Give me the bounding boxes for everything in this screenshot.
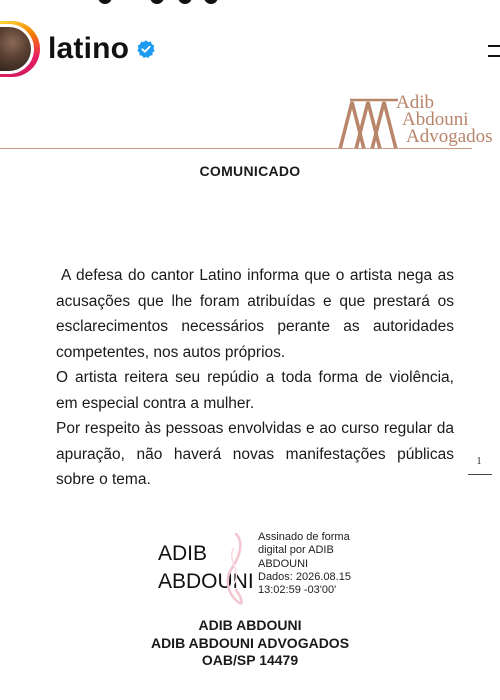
avatar[interactable] xyxy=(0,21,40,77)
page-number-underline xyxy=(468,474,492,475)
signature-block xyxy=(0,617,500,670)
signature-flourish-icon xyxy=(214,528,264,612)
hamburger-menu-icon[interactable] xyxy=(488,45,500,59)
signature-name: ADIB ABDOUNI xyxy=(158,542,254,593)
signer-firm: ADIB ABDOUNI ADVOGADOS xyxy=(150,634,350,651)
page-number: 1 xyxy=(476,456,482,467)
top-cropped-area xyxy=(0,0,500,8)
letterhead-divider xyxy=(0,148,472,149)
profile-username[interactable]: latino xyxy=(48,32,130,65)
document-body xyxy=(56,263,454,493)
paragraph-1: A defesa do cantor Latino informa que o artista nega as acusações que lhe foram atribuídas e que prestará os esclarecimentos necessários perante as autoridades competentes, nos autos próprios. xyxy=(56,267,454,361)
paragraph-2: O artista reitera seu repúdio a toda forma de violência, em especial contra a mulher. xyxy=(56,369,454,412)
document-title: COMUNICADO xyxy=(199,163,301,179)
signer-name: ADIB ABDOUNI xyxy=(198,617,302,633)
signer-oab: OAB/SP 14479 xyxy=(201,652,299,668)
law-firm-logo-icon xyxy=(338,96,398,150)
digital-signature-details: Assinado de forma digital por ADIB ABDOUNI Dados: 2026.08.15 13:02:59 -03'00' xyxy=(258,531,351,597)
profile-photo xyxy=(0,27,31,71)
verified-badge-icon xyxy=(136,39,156,59)
profile-header xyxy=(0,8,500,88)
law-firm-logo-text: Adib Abdouni Advogados xyxy=(396,92,493,147)
paragraph-3: Por respeito às pessoas envolvidas e ao curso regular da apuração, não haverá novas manifestações públicas sobre o tema. xyxy=(56,420,454,488)
